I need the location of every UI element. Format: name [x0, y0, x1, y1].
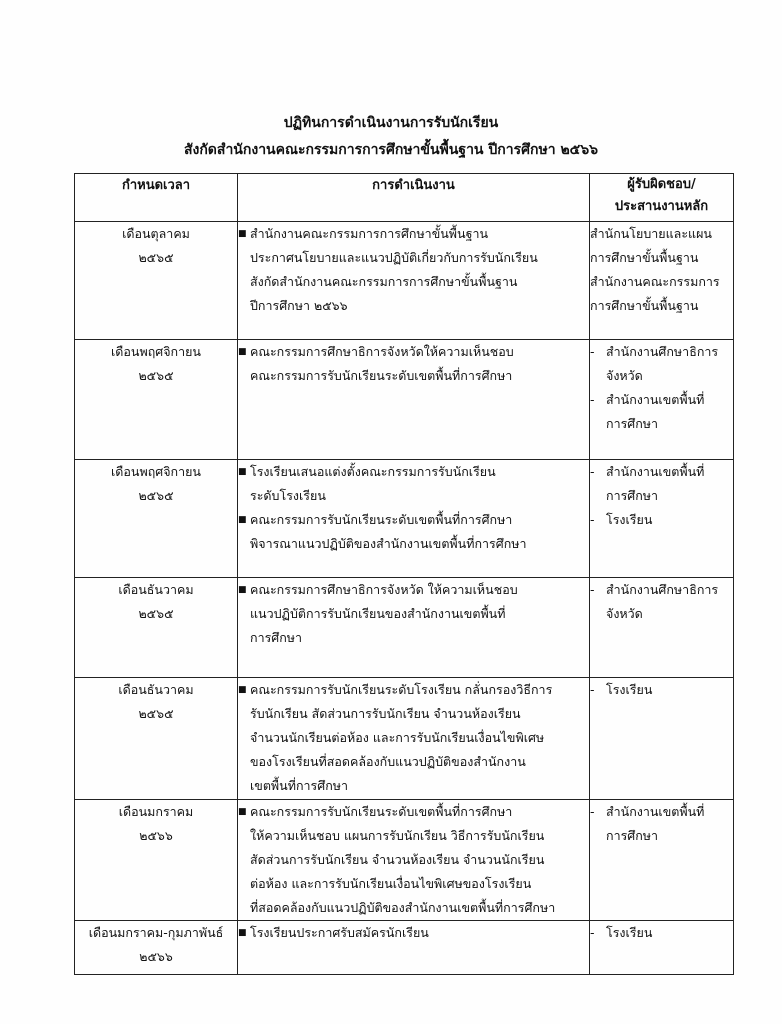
- table-row: [75, 578, 734, 678]
- header-responsible-line2: ประสานงานหลัก: [614, 199, 709, 214]
- action-line: สังกัดสำนักงานคณะกรรมการการศึกษาขั้นพื้นฐาน: [250, 274, 518, 289]
- dash-bullet-icon: -: [590, 804, 595, 819]
- document-subtitle: สังกัดสำนักงานคณะกรรมการการศึกษาขั้นพื้นฐาน ปีการศึกษา ๒๕๖๖: [183, 142, 599, 158]
- responsible-cell: [590, 921, 734, 975]
- action-line: โรงเรียนเสนอแต่งตั้งคณะกรรมการรับนักเรียน: [250, 464, 496, 479]
- period-text: ๒๕๖๖: [139, 949, 173, 964]
- responsible-text: [606, 340, 733, 388]
- responsible-line: จังหวัด: [606, 606, 643, 621]
- header-responsible: [590, 174, 734, 222]
- period-text: ๒๕๖๖: [139, 828, 173, 843]
- header-period: กำหนดเวลา: [75, 174, 238, 222]
- responsible-text: [606, 388, 733, 436]
- responsible-line: สำนักงานคณะกรรมการ: [590, 274, 720, 289]
- action-line: คณะกรรมการรับนักเรียนระดับเขตพื้นที่การศึกษา: [250, 368, 513, 383]
- action-line: ให้ความเห็นชอบ แผนการรับนักเรียน วิธีการรับนักเรียน: [250, 828, 545, 843]
- square-bullet-icon: ■: [238, 467, 247, 477]
- responsible-item: [590, 340, 733, 388]
- action-cell: [238, 222, 590, 340]
- period-cell: [75, 578, 238, 678]
- action-item: [238, 921, 589, 945]
- table-row: [75, 678, 734, 800]
- responsible-cell: [590, 800, 734, 921]
- action-line: ที่สอดคล้องกับแนวปฏิบัติของสำนักงานเขตพื้นที่การศึกษา: [250, 900, 556, 915]
- responsible-item: [590, 388, 733, 436]
- action-text: [250, 222, 589, 318]
- action-text: [250, 340, 589, 388]
- period-text: ๒๕๖๕: [138, 488, 174, 503]
- period-text: เดือนธันวาคม: [118, 582, 194, 597]
- responsible-text: [606, 921, 733, 945]
- dash-bullet-icon: -: [590, 925, 595, 940]
- action-line: ปีการศึกษา ๒๕๖๖: [250, 298, 348, 313]
- action-line: โรงเรียนประกาศรับสมัครนักเรียน: [250, 925, 429, 940]
- action-text: [250, 678, 589, 798]
- period-cell: [75, 678, 238, 800]
- action-cell: [238, 340, 590, 460]
- responsible-item: [590, 800, 733, 848]
- table-row: [75, 921, 734, 975]
- period-text: เดือนธันวาคม: [118, 682, 194, 697]
- responsible-text: [606, 578, 733, 626]
- square-bullet-icon: ■: [238, 585, 247, 595]
- dash-bullet-icon: -: [590, 392, 595, 407]
- responsible-cell: [590, 460, 734, 578]
- action-line: คณะกรรมการรับนักเรียนระดับโรงเรียน กลั่นกรองวิธีการ: [250, 682, 553, 697]
- responsible-text: [606, 460, 733, 508]
- responsible-text: [606, 508, 733, 532]
- period-cell: [75, 800, 238, 921]
- dash-bullet-icon: -: [590, 512, 595, 527]
- action-line: แนวปฏิบัติการรับนักเรียนของสำนักงานเขตพื้นที่: [250, 606, 506, 621]
- action-line: จำนวนนักเรียนต่อห้อง และการรับนักเรียนเงื่อนไขพิเศษ: [250, 730, 545, 745]
- responsible-line: สำนักงานเขตพื้นที่: [606, 392, 705, 407]
- action-line: สัดส่วนการรับนักเรียน จำนวนห้องเรียน จำนวนนักเรียน: [250, 852, 545, 867]
- action-line: คณะกรรมการศึกษาธิการจังหวัดให้ความเห็นชอบ: [250, 344, 514, 359]
- responsible-line: สำนักงานศึกษาธิการ: [606, 582, 719, 597]
- responsible-cell: [590, 678, 734, 800]
- action-line: ระดับโรงเรียน: [250, 488, 326, 503]
- period-text: ๒๕๖๕: [138, 368, 174, 383]
- action-line: การศึกษา: [250, 630, 303, 645]
- responsible-line: การศึกษา: [606, 416, 659, 431]
- action-text: [250, 800, 589, 920]
- period-text: เดือนมกราคม-กุมภาพันธ์: [88, 925, 224, 940]
- period-text: ๒๕๖๕: [138, 706, 174, 721]
- action-text: [250, 460, 589, 508]
- period-text: เดือนตุลาคม: [122, 226, 190, 241]
- table-header-row: [75, 174, 734, 222]
- table-row: [75, 222, 734, 340]
- action-text: [250, 578, 589, 650]
- responsible-line: โรงเรียน: [606, 925, 653, 940]
- responsible-line: โรงเรียน: [606, 512, 653, 527]
- period-cell: [75, 222, 238, 340]
- responsible-item: [590, 460, 733, 508]
- responsible-line: การศึกษาขั้นพื้นฐาน: [590, 250, 699, 265]
- action-item: [238, 340, 589, 388]
- responsible-item: [590, 508, 733, 532]
- square-bullet-icon: ■: [238, 928, 247, 938]
- square-bullet-icon: ■: [238, 229, 247, 239]
- responsible-line: สำนักงานเขตพื้นที่: [606, 804, 705, 819]
- period-text: เดือนมกราคม: [118, 804, 194, 819]
- responsible-line: จังหวัด: [606, 368, 643, 383]
- square-bullet-icon: ■: [238, 515, 247, 525]
- action-line: พิจารณาแนวปฏิบัติของสำนักงานเขตพื้นที่การศึกษา: [250, 536, 527, 551]
- action-line: เขตพื้นที่การศึกษา: [250, 778, 349, 793]
- period-cell: [75, 460, 238, 578]
- action-line: ต่อห้อง และการรับนักเรียนเงื่อนไขพิเศษของโรงเรียน: [250, 876, 532, 891]
- square-bullet-icon: ■: [238, 807, 247, 817]
- calendar-table: [74, 173, 734, 975]
- dash-bullet-icon: -: [590, 344, 595, 359]
- action-cell: [238, 678, 590, 800]
- action-line: คณะกรรมการรับนักเรียนระดับเขตพื้นที่การศึกษา: [250, 512, 513, 527]
- square-bullet-icon: ■: [238, 347, 247, 357]
- responsible-text: [606, 800, 733, 848]
- responsible-line: การศึกษา: [606, 488, 659, 503]
- action-item: [238, 222, 589, 318]
- square-bullet-icon: ■: [238, 685, 247, 695]
- header-responsible-line1: ผู้รับผิดชอบ/: [627, 177, 696, 192]
- responsible-line: การศึกษาขั้นพื้นฐาน: [590, 298, 699, 313]
- header-action: การดำเนินงาน: [238, 174, 590, 222]
- period-cell: [75, 340, 238, 460]
- responsible-cell: [590, 578, 734, 678]
- dash-bullet-icon: -: [590, 682, 595, 697]
- responsible-line: สำนักนโยบายและแผน: [590, 226, 712, 241]
- period-text: เดือนพฤศจิกายน: [111, 344, 201, 359]
- responsible-cell: [590, 222, 734, 340]
- period-text: ๒๕๖๕: [138, 606, 174, 621]
- responsible-line: การศึกษา: [606, 828, 659, 843]
- period-cell: [75, 921, 238, 975]
- responsible-item: [590, 921, 733, 945]
- action-line: คณะกรรมการรับนักเรียนระดับเขตพื้นที่การศึกษา: [250, 804, 513, 819]
- document-title: ปฏิทินการดำเนินงานการรับนักเรียน: [283, 115, 499, 131]
- responsible-line: โรงเรียน: [606, 682, 653, 697]
- table-row: [75, 800, 734, 921]
- action-line: รับนักเรียน สัดส่วนการรับนักเรียน จำนวนห้องเรียน: [250, 706, 521, 721]
- action-cell: [238, 921, 590, 975]
- responsible-line: สำนักงานศึกษาธิการ: [606, 344, 719, 359]
- period-text: เดือนพฤศจิกายน: [111, 464, 201, 479]
- responsible-cell: [590, 340, 734, 460]
- action-line: ของโรงเรียนที่สอดคล้องกับแนวปฏิบัติของสำนักงาน: [250, 754, 526, 769]
- action-item: [238, 578, 589, 650]
- responsible-text: [606, 678, 733, 702]
- action-text: [250, 508, 589, 556]
- action-item: [238, 460, 589, 508]
- action-line: คณะกรรมการศึกษาธิการจังหวัด ให้ความเห็นชอบ: [250, 582, 518, 597]
- action-item: [238, 800, 589, 920]
- action-item: [238, 508, 589, 556]
- responsible-item: [590, 578, 733, 626]
- action-line: สำนักงานคณะกรรมการการศึกษาขั้นพื้นฐาน: [250, 226, 489, 241]
- action-text: [250, 921, 589, 945]
- dash-bullet-icon: -: [590, 582, 595, 597]
- period-text: ๒๕๖๕: [138, 250, 174, 265]
- dash-bullet-icon: -: [590, 464, 595, 479]
- table-row: [75, 460, 734, 578]
- action-item: [238, 678, 589, 798]
- responsible-line: สำนักงานเขตพื้นที่: [606, 464, 705, 479]
- action-line: ประกาศนโยบายและแนวปฏิบัติเกี่ยวกับการรับนักเรียน: [250, 250, 538, 265]
- action-cell: [238, 578, 590, 678]
- responsible-item: [590, 678, 733, 702]
- action-cell: [238, 460, 590, 578]
- action-cell: [238, 800, 590, 921]
- table-row: [75, 340, 734, 460]
